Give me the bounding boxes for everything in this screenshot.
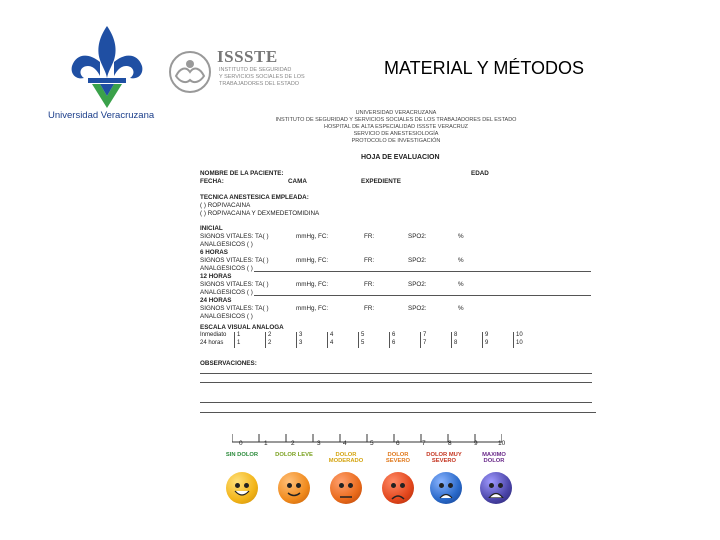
eva-cell[interactable]: 6 [390, 340, 421, 348]
pain-label-maximum: MAXIMO DOLOR [482, 452, 506, 465]
doc-header-line: INSTITUTO DE SEGURIDAD Y SERVICIOS SOCIALES DE LOS TRABAJADORES DEL ESTADO [275, 117, 517, 123]
pain-label-severe: DOLOR SEVERO [385, 452, 411, 465]
vitals-label: SIGNOS VITALES: TA( ) [200, 305, 269, 312]
doc-header-line: HOSPITAL DE ALTA ESPECIALIDAD ISSSTE VERACRUZ [323, 124, 469, 130]
spo2-label: SPO2: [408, 233, 427, 240]
slide-title: MATERIAL Y MÉTODOS [384, 58, 585, 78]
issste-subtitle-line: Y SERVICIOS SOCIALES DE LOS [219, 74, 305, 80]
observation-line[interactable] [200, 373, 592, 374]
mmhg-label: mmHg, FC: [296, 233, 329, 240]
observations-label: OBSERVACIONES: [200, 360, 257, 367]
eva-cell[interactable]: 10 [514, 332, 545, 340]
date-label: FECHA: [200, 178, 224, 185]
universidad-veracruzana-logo [48, 22, 166, 124]
doc-header-line: SERVICIO DE ANESTESIOLOGÍA [353, 131, 439, 137]
scale-number: 0 [239, 440, 243, 447]
fill-line [254, 295, 591, 296]
face-mild-pain-icon [278, 472, 310, 504]
protocol-title: HOJA DE EVALUACION [361, 154, 440, 161]
analgesics-label: ANALGESICOS ( ) [200, 289, 253, 296]
section-title: INICIAL [200, 225, 223, 232]
eva-cell[interactable]: 1 [235, 332, 266, 340]
pain-label-very-severe: DOLOR MUY SEVERO [426, 452, 462, 465]
patient-name-label: NOMBRE DE LA PACIENTE: [200, 170, 284, 177]
record-label: EXPEDIENTE [361, 178, 401, 185]
scale-number: 3 [317, 440, 321, 447]
technique-label: TECNICA ANESTESICA EMPLEADA: [200, 194, 309, 201]
eva-cell[interactable]: 4 [328, 340, 359, 348]
spo2-label: SPO2: [408, 305, 427, 312]
analgesics-label: ANALGESICOS ( ) [200, 313, 253, 320]
technique-option: ( ) ROPIVACAINA Y DEXMEDETOMIDINA [200, 210, 320, 217]
section-title: 12 HORAS [200, 273, 232, 280]
percent-label: % [458, 257, 464, 264]
fr-label: FR: [364, 305, 375, 312]
issste-emblem-icon [166, 48, 214, 96]
university-name: Universidad Veracruzana [48, 110, 155, 121]
bed-label: CAMA [288, 178, 307, 185]
observation-line[interactable] [200, 402, 592, 403]
percent-label: % [458, 233, 464, 240]
section-title: 24 HORAS [200, 297, 232, 304]
fr-label: FR: [364, 281, 375, 288]
scale-number: 1 [264, 440, 268, 447]
eva-cell[interactable]: 1 [235, 340, 266, 348]
eva-label: ESCALA VISUAL ANALOGA [200, 324, 284, 331]
fr-label: FR: [364, 257, 375, 264]
table-row [200, 340, 544, 348]
eva-cell[interactable]: 10 [514, 340, 545, 348]
scale-number: 6 [396, 440, 400, 447]
mmhg-label: mmHg, FC: [296, 257, 329, 264]
evaluation-sheet [196, 110, 596, 420]
fill-line [254, 271, 591, 272]
percent-label: % [458, 305, 464, 312]
age-label: EDAD [471, 170, 489, 177]
spo2-label: SPO2: [408, 281, 427, 288]
face-moderate-pain-icon [330, 472, 362, 504]
eva-cell[interactable]: 4 [328, 332, 359, 340]
vitals-label: SIGNOS VITALES: TA( ) [200, 233, 269, 240]
mmhg-label: mmHg, FC: [296, 305, 329, 312]
spo2-label: SPO2: [408, 257, 427, 264]
scale-number: 2 [291, 440, 295, 447]
eva-row-label: 24 horas [200, 340, 224, 347]
eva-cell[interactable]: 6 [390, 332, 421, 340]
scale-number: 7 [422, 440, 426, 447]
fr-label: FR: [364, 233, 375, 240]
technique-option: ( ) ROPIVACAINA [200, 202, 251, 209]
table-row [200, 332, 544, 340]
percent-label: % [458, 281, 464, 288]
issste-subtitle-line: TRABAJADORES DEL ESTADO [219, 81, 300, 87]
face-severe-pain-icon [382, 472, 414, 504]
eva-cell[interactable]: 8 [452, 340, 483, 348]
face-very-severe-pain-icon [430, 472, 462, 504]
eva-cell[interactable]: 2 [266, 340, 297, 348]
scale-number: 5 [370, 440, 374, 447]
eva-table [200, 332, 544, 348]
pain-scale-graphic [200, 424, 530, 516]
issste-name: ISSSTE [217, 47, 278, 66]
scale-number: 8 [448, 440, 452, 447]
issste-subtitle-line: INSTITUTO DE SEGURIDAD [219, 67, 292, 73]
pain-label-moderate: DOLOR MODERADO [328, 452, 364, 465]
face-no-pain-icon [226, 472, 258, 504]
face-maximum-pain-icon [480, 472, 512, 504]
pain-label-mild: DOLOR LEVE [275, 452, 313, 458]
eva-cell[interactable]: 8 [452, 332, 483, 340]
vitals-label: SIGNOS VITALES: TA( ) [200, 257, 269, 264]
eva-cell[interactable]: 3 [297, 340, 328, 348]
doc-header-line: UNIVERSIDAD VERACRUZANA [355, 110, 437, 116]
vitals-label: SIGNOS VITALES: TA( ) [200, 281, 269, 288]
eva-cell[interactable]: 5 [359, 332, 390, 340]
eva-cell[interactable]: 3 [297, 332, 328, 340]
scale-number: 10 [498, 440, 506, 447]
analgesics-label: ANALGESICOS ( ) [200, 241, 253, 248]
eva-cell[interactable]: 2 [266, 332, 297, 340]
observation-line[interactable] [200, 382, 592, 383]
mmhg-label: mmHg, FC: [296, 281, 329, 288]
pain-scale-ruler [232, 430, 502, 444]
eva-cell[interactable]: 9 [483, 332, 514, 340]
analgesics-label: ANALGESICOS ( ) [200, 265, 253, 272]
observation-line[interactable] [200, 412, 596, 413]
eva-cell[interactable]: 9 [483, 340, 514, 348]
eva-row-label: Inmediato [200, 332, 227, 339]
scale-number: 4 [343, 440, 347, 447]
scale-number: 9 [474, 440, 478, 447]
doc-header-line: PROTOCOLO DE INVESTIGACIÓN [351, 138, 441, 144]
eva-cell[interactable]: 7 [421, 340, 452, 348]
eva-cell[interactable]: 5 [359, 340, 390, 348]
eva-cell[interactable]: 7 [421, 332, 452, 340]
section-title: 6 HORAS [200, 249, 228, 256]
pain-label-none: SIN DOLOR [225, 452, 259, 458]
